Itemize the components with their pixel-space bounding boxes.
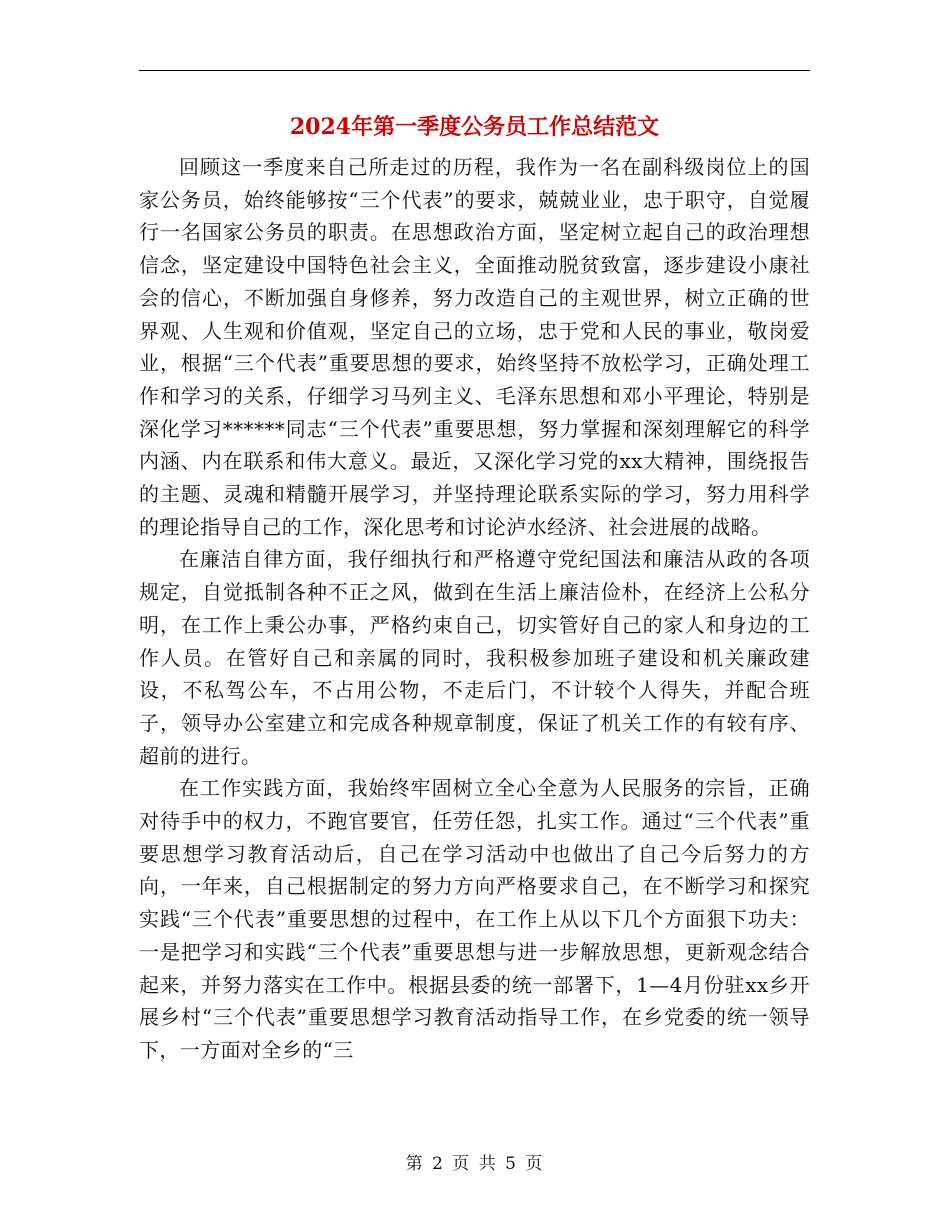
paragraph-ideology: 回顾这一季度来自己所走过的历程，我作为一名在副科级岗位上的国家公务员，始终能够按“三个代表”的要求，兢兢业业，忠于职守，自觉履行一名国家公务员的职责。在思想政治方面，坚定树立起自己的政治理想信念，坚定建设中国特色社会主义，全面推动脱贫致富，逐步建设小康社会的信心，不断加强自身修养，努力改造自己的主观世界，树立正确的世界观、人生观和价值观，坚定自己的立场，忠于党和人民的事业，敬岗爱业，根据“三个代表”重要思想的要求，始终坚持不放松学习，正确处理工作和学习的关系，仔细学习马列主义、毛泽东思想和邓小平理论，特别是深化学习******同志“三个代表”重要思想，努力掌握和深刻理解它的科学内涵、内在联系和伟大意义。最近，又深化学习党的xx大精神，围绕报告的主题、灵魂和精髓开展学习，并坚持理论联系实际的学习，努力用科学的理论指导自己的工作，深化思考和讨论泸水经济、社会进展的战略。 xyxy=(139,155,810,539)
paragraph-integrity: 在廉洁自律方面，我仔细执行和严格遵守党纪国法和廉洁从政的各项规定，自觉抵制各种不正之风，做到在生活上廉洁俭朴，在经济上公私分明，在工作上秉公办事，严格约束自己，切实管好自己的家人和身边的工作人员。在管好自己和亲属的同时，我积极参加班子建设和机关廉政建设，不私驾公车，不占用公物，不走后门，不计较个人得失，并配合班子，领导办公室建立和完成各种规章制度，保证了机关工作的有较有序、超前的进行。 xyxy=(139,547,810,768)
header-rule xyxy=(139,70,810,71)
document-title: 2024年第一季度公务员工作总结范文 xyxy=(289,114,660,140)
page-number: 第 2 页 共 5 页 xyxy=(405,1154,545,1174)
document-body xyxy=(139,151,810,1067)
paragraph-work-practice: 在工作实践方面，我始终牢固树立全心全意为人民服务的宗旨，正确对待手中的权力，不跑官要官，任劳任怨，扎实工作。通过“三个代表”重要思想学习教育活动后，自己在学习活动中也做出了自己今后努力的方向，一年来，自己根据制定的努力方向严格要求自己，在不断学习和探究实践“三个代表”重要思想的过程中，在工作上从以下几个方面狠下功夫：一是把学习和实践“三个代表”重要思想与进一步解放思想，更新观念结合起来，并努力落实在工作中。根据县委的统一部署下，1—4月份驻xx乡开展乡村“三个代表”重要思想学习教育活动指导工作，在乡党委的统一领导下，一方面对全乡的“三 xyxy=(139,776,810,1062)
